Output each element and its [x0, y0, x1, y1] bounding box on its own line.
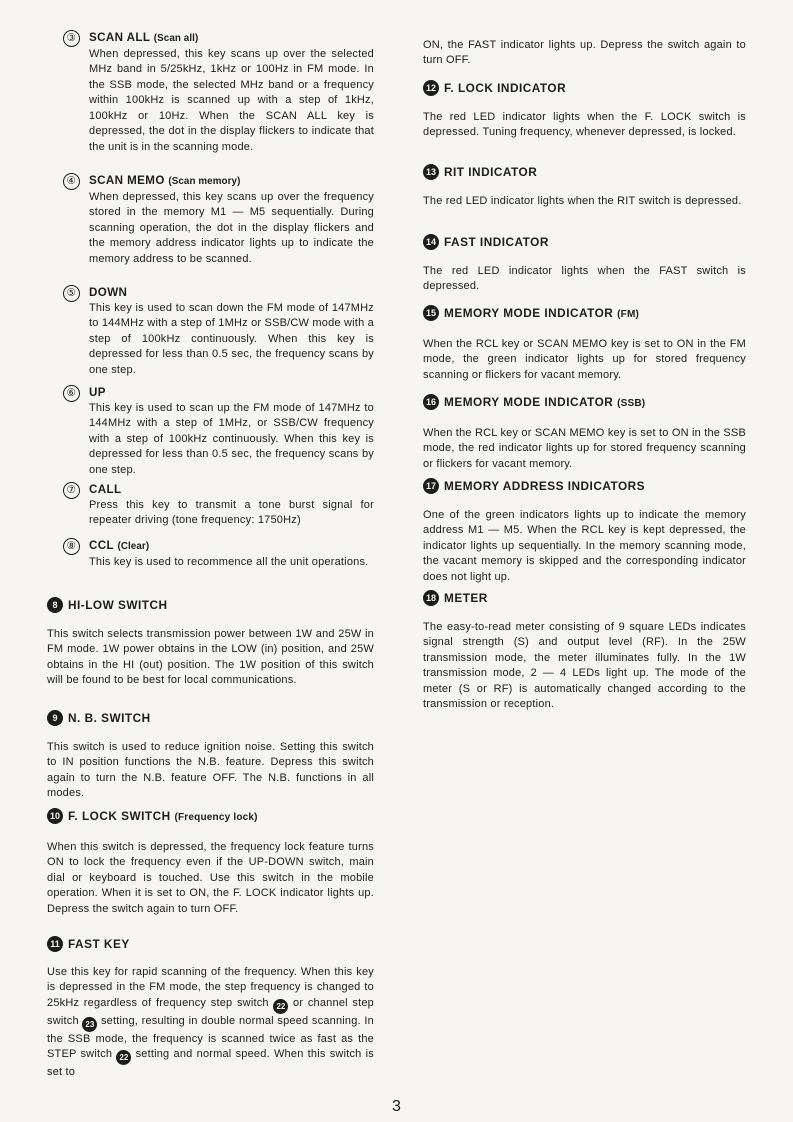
body-text: setting, resulting in double normal speed scanning. In the SSB mode, the frequency is scanned twice as fast as the STEP switch — [47, 1014, 374, 1061]
section-heading — [47, 710, 374, 726]
section-body: The red LED indicator lights when the FAST switch is depressed. — [423, 265, 746, 293]
item-title: SCAN MEMO — [89, 174, 165, 187]
section-heading — [47, 597, 374, 613]
section-rit-indicator — [423, 164, 746, 209]
item-number: ⑦ — [63, 482, 80, 499]
section-heading — [423, 234, 746, 250]
reference-circle: 23 — [82, 1017, 97, 1032]
item-body: When depressed, this key scans up over the selected MHz band in 5/25kHz, 1kHz or 100Hz in FM mode. In the SSB mode, the selected MHz band or a frequency within 100kHz is scanned up with a step of 1kHz, 100kHz or 10Hz. When the SCAN ALL key is depressed, the dot in the display flickers to indicate that the unit is in the scanning mode. — [89, 47, 374, 153]
section-number: 14 — [423, 234, 439, 250]
item-title: CCL — [89, 539, 114, 552]
section-number: 11 — [47, 936, 63, 952]
item-subtitle: (Clear) — [117, 541, 150, 552]
section-memory-mode-fm — [423, 305, 746, 383]
reference-circle: 22 — [273, 999, 288, 1014]
section-number: 13 — [423, 164, 439, 180]
section-title: MEMORY ADDRESS INDICATORS — [444, 479, 646, 493]
section-title: HI-LOW SWITCH — [68, 598, 168, 612]
item-heading — [63, 482, 374, 498]
body-text: setting and normal speed. When this switch is set to — [47, 1048, 374, 1079]
section-memory-address-indicators — [423, 478, 746, 585]
item-number: ④ — [63, 173, 80, 190]
section-body: One of the green indicators lights up to indicate the memory address M1 — M5. When the RCL key is kept depressed, the indicator lights up sequentially. In the memory scanning mode, the vacant memory is skipped and the corresponding indicator does not light up. — [423, 509, 746, 583]
section-number: 9 — [47, 710, 63, 726]
item-title: SCAN ALL — [89, 31, 151, 44]
section-fast-indicator — [423, 234, 746, 295]
section-number: 10 — [47, 808, 63, 824]
section-number: 16 — [423, 394, 439, 410]
section-title: METER — [444, 591, 488, 605]
item-number: ⑥ — [63, 385, 80, 402]
item-number: ⑤ — [63, 285, 80, 302]
section-hi-low-switch — [47, 597, 374, 689]
section-title: F. LOCK SWITCH — [68, 809, 171, 823]
item-heading — [63, 538, 374, 555]
item-heading — [63, 173, 374, 190]
section-heading — [47, 936, 374, 952]
item-heading — [63, 285, 374, 301]
item-body: This key is used to scan up the FM mode of 147MHz to 144MHz with a step of 1MHz, or SSB/CW frequency with a step of 100kHz continuously. When this key is depressed for less than 0.5 sec, the frequency scans by one step. — [89, 401, 374, 476]
item-subtitle: (Scan memory) — [168, 176, 241, 187]
item-ccl — [63, 538, 374, 570]
section-subtitle: (Frequency lock) — [174, 812, 258, 823]
section-number: 12 — [423, 80, 439, 96]
section-title: MEMORY MODE INDICATOR — [444, 306, 614, 320]
item-body: When depressed, this key scans up over the frequency stored in the memory M1 — M5 sequentially. During scanning operation, the dot in the display flickers and the memory address indicator lights up to indicate the memory address to be scanned. — [89, 190, 374, 265]
section-number: 15 — [423, 305, 439, 321]
section-body — [47, 965, 374, 1081]
section-fast-key — [47, 936, 374, 1081]
item-number: ⑧ — [63, 538, 80, 555]
section-body: This switch is used to reduce ignition noise. Setting this switch to IN position functions the N.B. feature. Depress this switch again to turn the N.B. feature OFF. The N.B. functions in all modes. — [47, 741, 374, 800]
item-body: Press this key to transmit a tone burst signal for repeater driving (tone frequency: 1750Hz) — [89, 498, 374, 526]
item-scan-memo — [63, 173, 374, 267]
section-body: ON, the FAST indicator lights up. Depress the switch again to turn OFF. — [423, 39, 746, 67]
section-heading — [423, 80, 746, 96]
section-f-lock-indicator — [423, 80, 746, 141]
section-body: When the RCL key or SCAN MEMO key is set to ON in the SSB mode, the red indicator lights up for stored frequency scanning or flickers for vacant memory. — [423, 427, 746, 470]
section-number: 8 — [47, 597, 63, 613]
item-down — [63, 285, 374, 378]
section-heading — [47, 808, 374, 826]
item-heading — [63, 385, 374, 401]
section-body: The red LED indicator lights when the F. LOCK switch is depressed. Tuning frequency, whenever depressed, is locked. — [423, 111, 746, 139]
item-subtitle: (Scan all) — [153, 33, 199, 44]
section-number: 17 — [423, 478, 439, 494]
item-body: This key is used to recommence all the unit operations. — [89, 555, 369, 568]
item-body: This key is used to scan down the FM mode of 147MHz to 144MHz with a step of 1MHz or SSB/CW mode with a step of 100kHz continuously. When this key is depressed for less than 0.5 sec, the frequency scans by one step. — [89, 301, 374, 376]
section-heading — [423, 590, 746, 606]
section-heading — [423, 394, 746, 412]
section-heading — [423, 478, 746, 494]
section-heading — [423, 305, 746, 323]
section-title: N. B. SWITCH — [68, 711, 151, 725]
fast-key-continuation — [423, 38, 746, 69]
section-memory-mode-ssb — [423, 394, 746, 472]
section-body: The easy-to-read meter consisting of 9 square LEDs indicates signal strength (S) and output level (RF). In the 25W transmission mode, the meter illuminates fully. In the 1W transmission mode, 2 — 4 LEDs light up. The mode of the meter (S or RF) is automatically changed according to the transmission or reception. — [423, 621, 746, 711]
item-title: DOWN — [89, 286, 128, 299]
section-title: MEMORY MODE INDICATOR — [444, 395, 614, 409]
section-title: RIT INDICATOR — [444, 165, 538, 179]
body-text: Use this key for rapid scanning of the frequency. When this key is depressed in the FM mode, the step frequency is changed to 25kHz regardless of frequency step switch — [47, 966, 374, 1009]
section-body: This switch selects transmission power between 1W and 25W in FM mode. 1W power obtains in the LOW (in) position, and 25W obtains in the HI (out) position. The 1W position of this switch will be found to be best for local communications. — [47, 628, 374, 687]
section-title: FAST KEY — [68, 937, 130, 951]
item-title: UP — [89, 386, 106, 399]
body-text: or channel step switch — [47, 996, 375, 1027]
item-scan-all — [63, 30, 374, 155]
section-body: The red LED indicator lights when the RIT switch is depressed. — [423, 195, 742, 207]
reference-circle: 22 — [116, 1050, 131, 1065]
item-call — [63, 482, 374, 529]
section-title: F. LOCK INDICATOR — [444, 81, 567, 95]
section-nb-switch — [47, 710, 374, 802]
section-body: When the RCL key or SCAN MEMO key is set to ON in the FM mode, the green indicator lights up for stored frequency scanning or flickers for vacant memory. — [423, 338, 746, 381]
item-heading — [63, 30, 374, 47]
section-f-lock-switch — [47, 808, 374, 917]
section-number: 18 — [423, 590, 439, 606]
page-number: 3 — [392, 1098, 401, 1115]
section-body: When this switch is depressed, the frequency lock feature turns ON to lock the frequency even if the UP-DOWN switch, main dial or keyboard is touched. Use this switch in the mobile operation. When it is set to ON, the F. LOCK indicator lights up. Depress the switch again to turn OFF. — [47, 841, 374, 915]
section-heading — [423, 164, 746, 180]
item-number: ③ — [63, 30, 80, 47]
section-title: FAST INDICATOR — [444, 235, 549, 249]
item-title: CALL — [89, 483, 122, 496]
item-up — [63, 385, 374, 478]
section-subtitle: (FM) — [617, 309, 640, 320]
section-meter — [423, 590, 746, 712]
section-subtitle: (SSB) — [617, 398, 646, 409]
